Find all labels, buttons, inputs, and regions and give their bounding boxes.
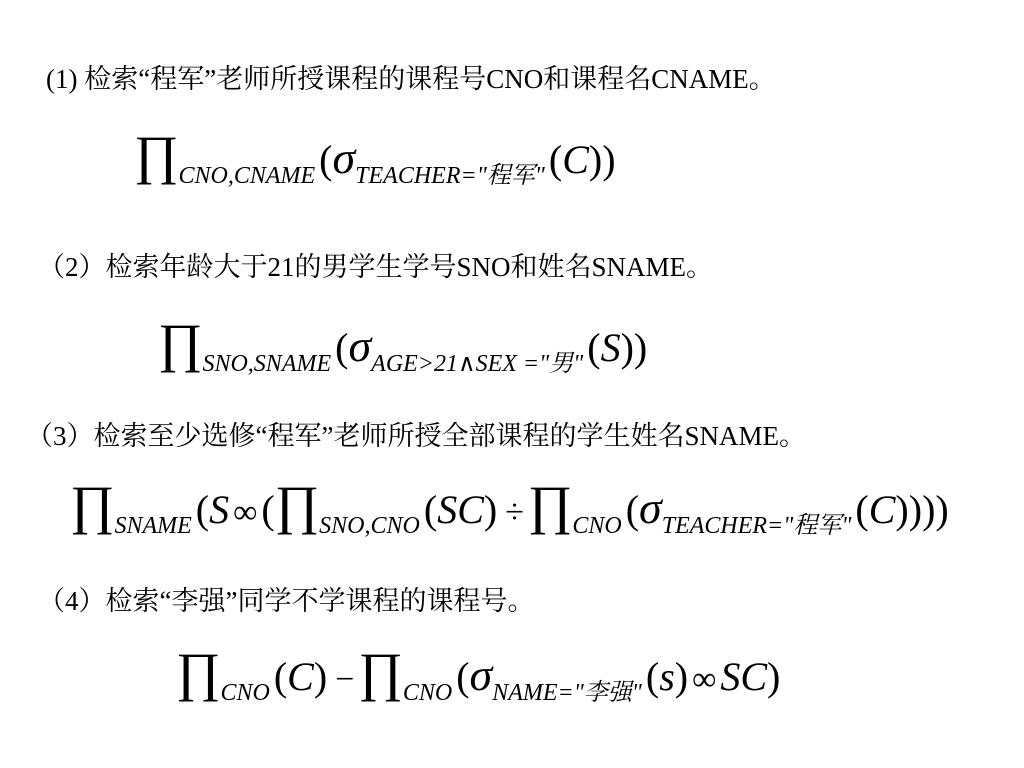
projection-symbol: ∏ [158,313,203,373]
relation-c: C [868,487,896,532]
question-3-text: （3）检索至少选修“程军”老师所授全部课程的学生姓名SNAME。 [26,421,806,451]
open-paren: ( [319,137,333,182]
open-paren: ( [587,325,601,370]
relation-s: S [209,487,230,532]
selection-symbol: σ [332,132,356,183]
projection-attributes-2: CNO [402,680,453,706]
join-symbol: ∞ [233,494,258,531]
open-paren: ( [456,654,470,699]
relation-sc: SC [720,654,768,699]
selection-condition: AGE>21∧SEX ="男" [371,351,584,377]
selection-symbol: σ [469,649,493,700]
selection-condition: TEACHER="程军" [355,163,545,189]
open-paren: ( [195,487,210,532]
projection-symbol: ∏ [70,475,115,535]
open-paren: ( [423,487,438,532]
selection-condition: NAME="李强" [492,680,642,706]
formula-2 [158,313,648,377]
join-symbol: ∞ [692,661,717,698]
relation-name: S [600,325,621,370]
open-paren: ( [645,654,660,699]
open-paren: ( [625,487,640,532]
close-paren: ) [767,654,781,699]
open-paren: ( [273,654,288,699]
formula-4 [176,642,781,706]
projection-symbol: ∏ [527,475,573,535]
question-1-text: (1) 检索“程军”老师所授课程的课程号CNO和课程名CNAME。 [46,64,776,94]
open-paren: ( [335,325,349,370]
relation-c: C [287,654,314,699]
close-parens: )))) [895,487,949,532]
projection-attributes: SNAME [114,513,192,539]
formula-3 [70,475,949,539]
projection-attributes: CNO,CNAME [178,163,316,189]
minus-symbol: − [335,661,355,698]
open-paren: ( [261,487,275,532]
division-symbol: ÷ [505,494,524,531]
formula-1 [134,125,616,189]
close-paren: ) [483,487,498,532]
selection-symbol: σ [348,320,372,371]
relation-sc: SC [437,487,484,532]
selection-condition: TEACHER="程军" [661,513,852,539]
question-4-text: （4）检索“李强”同学不学课程的课程号。 [38,586,535,616]
projection-attributes-3: CNO [572,513,622,539]
close-paren: ) [674,654,689,699]
projection-attributes: CNO [220,680,270,706]
projection-symbol: ∏ [176,642,221,702]
close-parens: )) [588,137,616,182]
selection-symbol: σ [639,482,662,533]
projection-symbol: ∏ [358,642,403,702]
open-paren: ( [855,487,869,532]
projection-symbol: ∏ [274,475,320,535]
projection-attributes: SNO,SNAME [202,351,332,377]
close-parens: )) [620,325,648,370]
question-2-text: （2）检索年龄大于21的男学生学号SNO和姓名SNAME。 [38,252,714,282]
open-paren: ( [548,137,563,182]
close-paren: ) [313,654,328,699]
projection-attributes-2: SNO,CNO [319,513,420,539]
projection-symbol: ∏ [134,125,179,185]
relation-name: C [562,137,589,182]
relation-s: s [659,654,675,699]
